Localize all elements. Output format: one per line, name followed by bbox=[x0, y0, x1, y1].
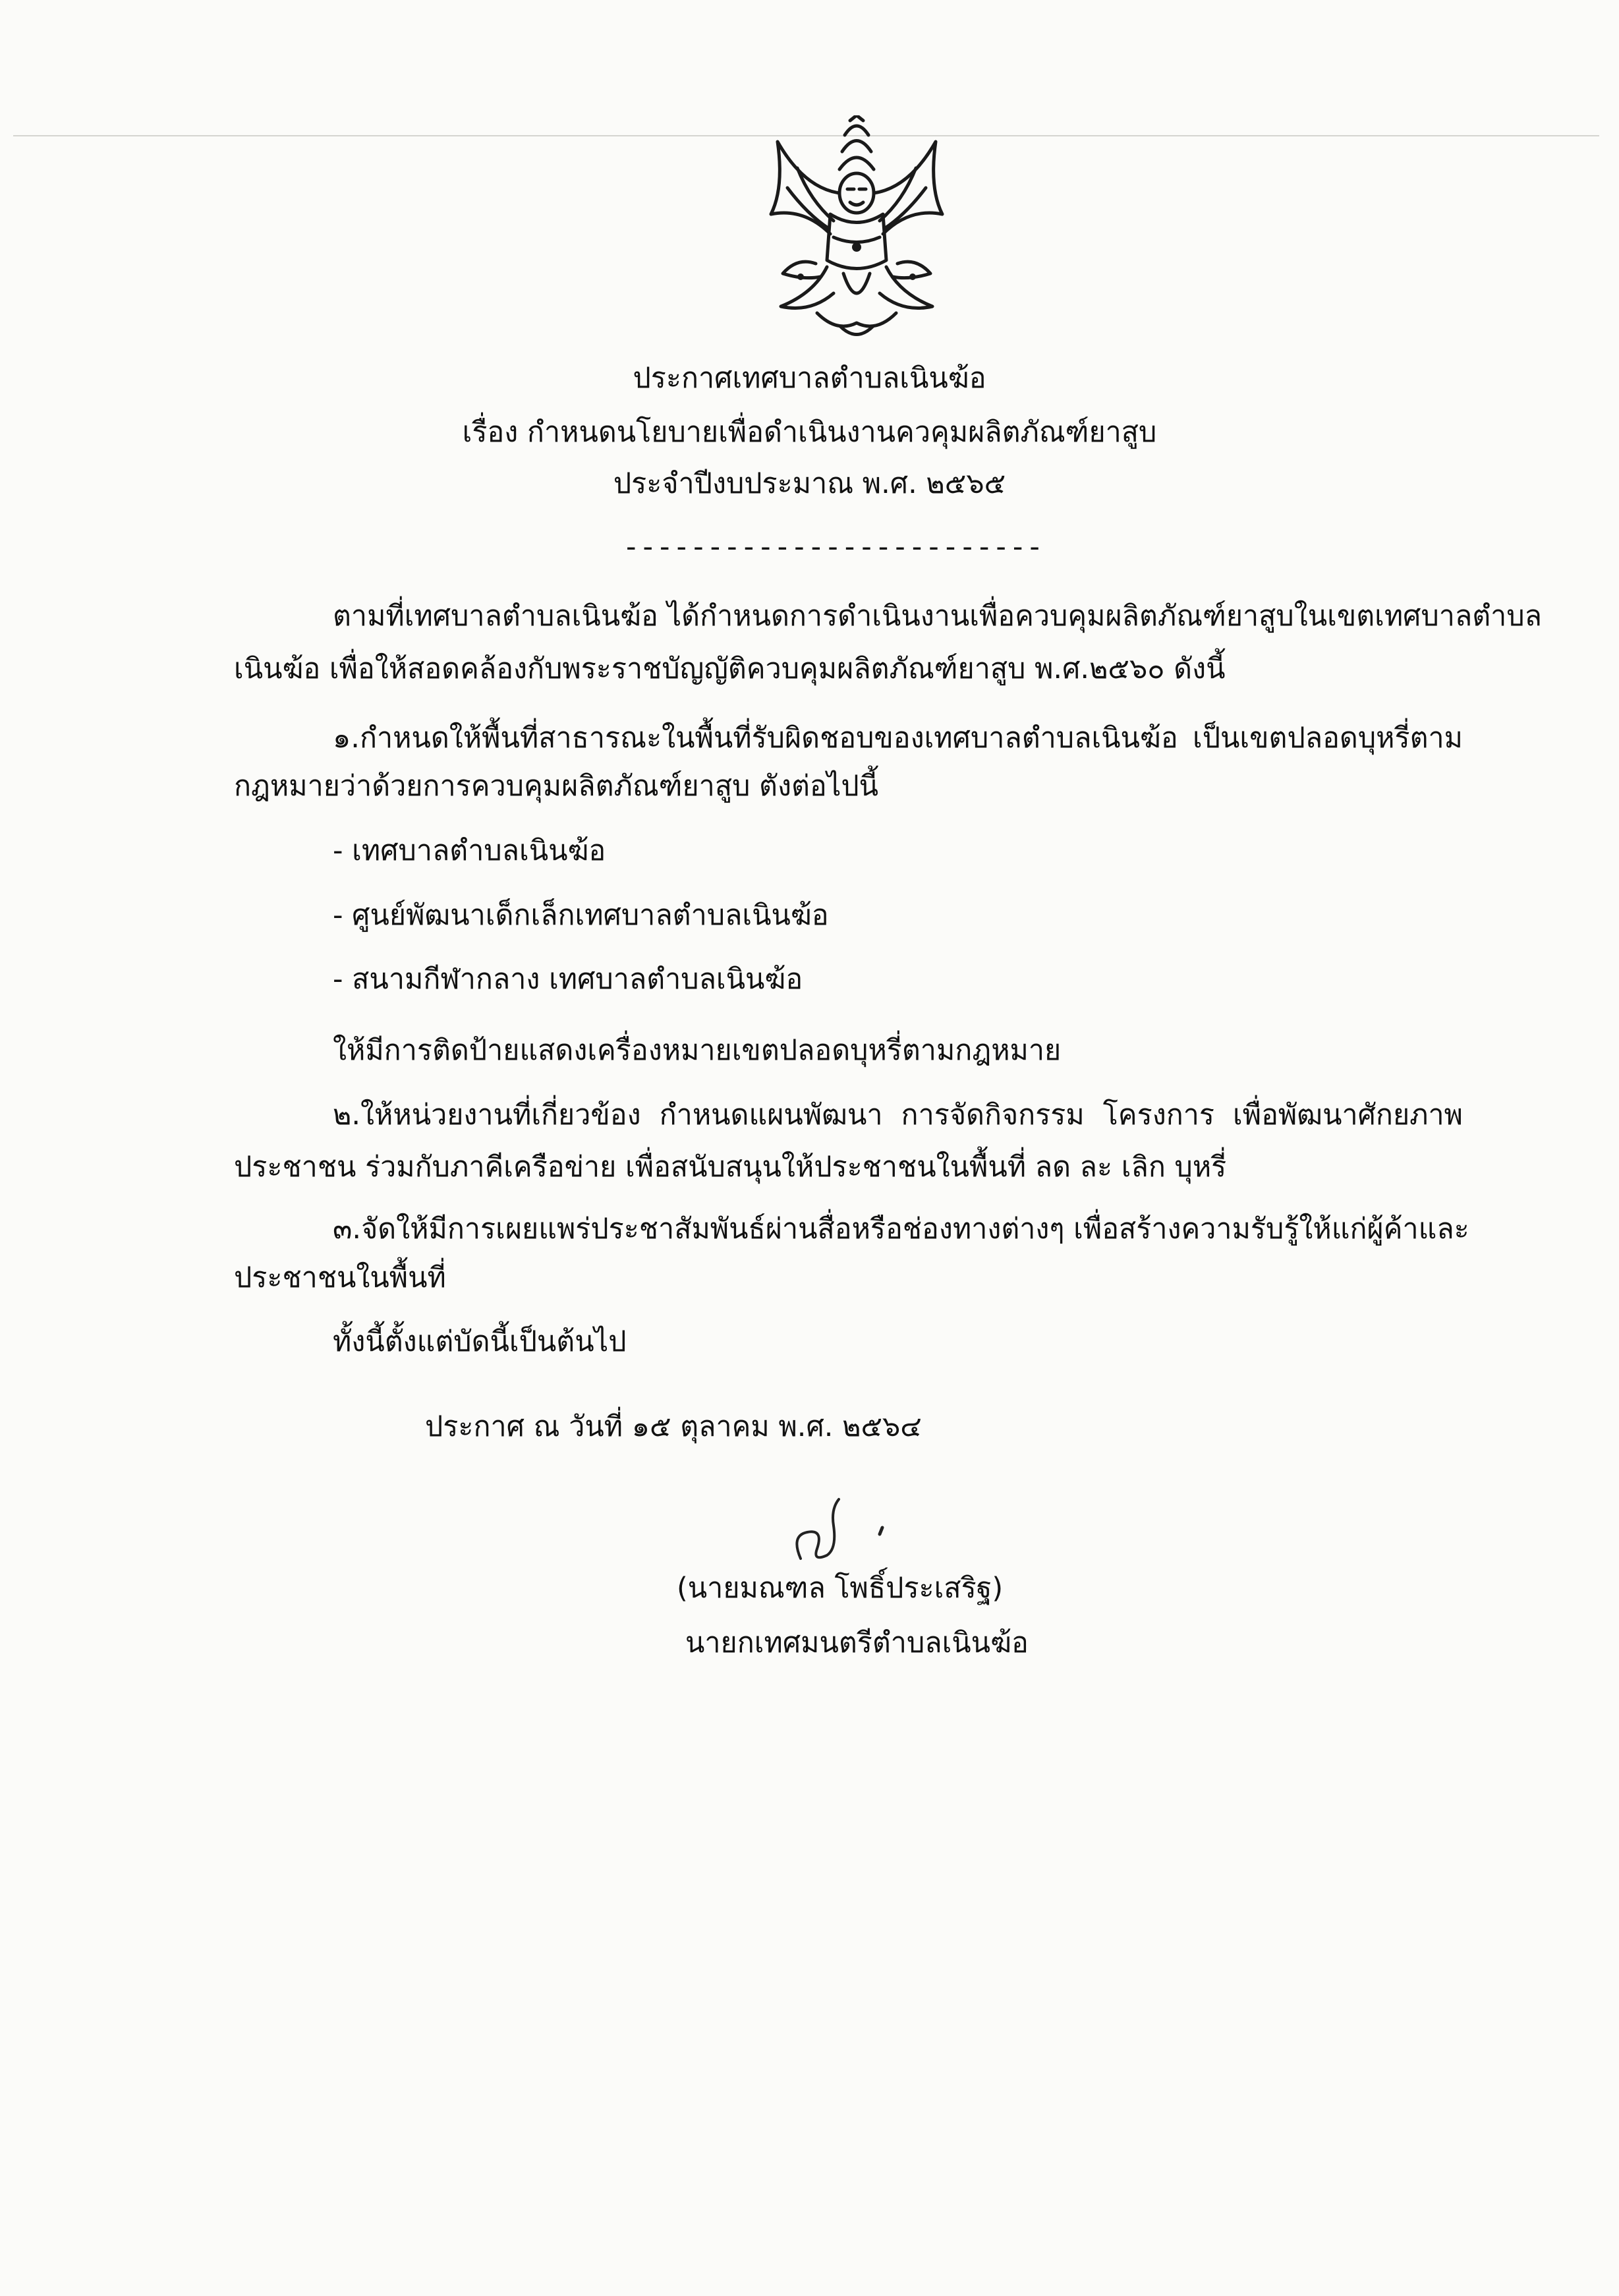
place-list-item: - ศูนย์พัฒนาเด็กเล็กเทศบาลตำบลเนินฆ้อ bbox=[333, 899, 829, 932]
place-list-item: - เทศบาลตำบลเนินฆ้อ bbox=[333, 834, 606, 867]
garuda-emblem-icon bbox=[751, 115, 962, 343]
signature-image bbox=[787, 1496, 906, 1568]
header-separator: ------------------------- bbox=[626, 531, 1046, 563]
item-1-line-2: กฎหมายว่าด้วยการควบคุมผลิตภัณฑ์ยาสูบ ตังต่อไปนี้ bbox=[234, 770, 879, 803]
place-list-item: - สนามกีฬากลาง เทศบาลตำบลเนินฆ้อ bbox=[333, 963, 803, 996]
intro-paragraph-line-1: ตามที่เทศบาลตำบลเนินฆ้อ ได้กำหนดการดำเนินงานเพื่อควบคุมผลิตภัณฑ์ยาสูบในเขตเทศบาลตำบล bbox=[333, 600, 1542, 633]
item-3-line-2: ประชาชนในพื้นที่ bbox=[234, 1261, 446, 1294]
item-3-line-1: ๓.จัดให้มีการเผยแพร่ประชาสัมพันธ์ผ่านสื่อหรือช่องทางต่างๆ เพื่อสร้างความรับรู้ให้แก่ผู้ค้าและ bbox=[333, 1213, 1469, 1246]
header-fiscal-year: ประจำปีงบประมาณ พ.ศ. ๒๕๖๕ bbox=[613, 467, 1006, 500]
intro-paragraph-line-2: เนินฆ้อ เพื่อให้สอดคล้องกับพระราชบัญญัติควบคุมผลิตภัณฑ์ยาสูบ พ.ศ.๒๕๖๐ ดังนี้ bbox=[234, 652, 1226, 685]
header-title: ประกาศเทศบาลตำบลเนินฆ้อ bbox=[633, 362, 986, 395]
effective-statement: ทั้งนี้ตั้งแต่บัดนี้เป็นต้นไป bbox=[333, 1325, 627, 1358]
signer-name: (นายมณฑล โพธิ์ประเสริฐ) bbox=[677, 1572, 1004, 1605]
sign-note: ให้มีการติดป้ายแสดงเครื่องหมายเขตปลอดบุหรี่ตามกฎหมาย bbox=[333, 1034, 1062, 1067]
announce-date: ประกาศ ณ วันที่ ๑๕ ตุลาคม พ.ศ. ๒๕๖๔ bbox=[425, 1410, 922, 1443]
header-subject: เรื่อง กำหนดนโยบายเพื่อดำเนินงานควคุมผลิตภัณฑ์ยาสูบ bbox=[462, 416, 1157, 449]
signer-position: นายกเทศมนตรีตำบลเนินฆ้อ bbox=[685, 1626, 1029, 1659]
item-1-line-1: ๑.กำหนดให้พื้นที่สาธารณะในพื้นที่รับผิดชอบของเทศบาลตำบลเนินฆ้อ เป็นเขตปลอดบุหรี่ตาม bbox=[333, 722, 1463, 755]
item-2-line-1: ๒.ให้หน่วยงานที่เกี่ยวข้อง กำหนดแผนพัฒนา การจัดกิจกรรม โครงการ เพื่อพัฒนาศักยภาพ bbox=[333, 1099, 1463, 1132]
item-2-line-2: ประชาชน ร่วมกับภาคีเครือข่าย เพื่อสนับสนุนให้ประชาชนในพื้นที่ ลด ละ เลิก บุหรี่ bbox=[234, 1151, 1227, 1184]
